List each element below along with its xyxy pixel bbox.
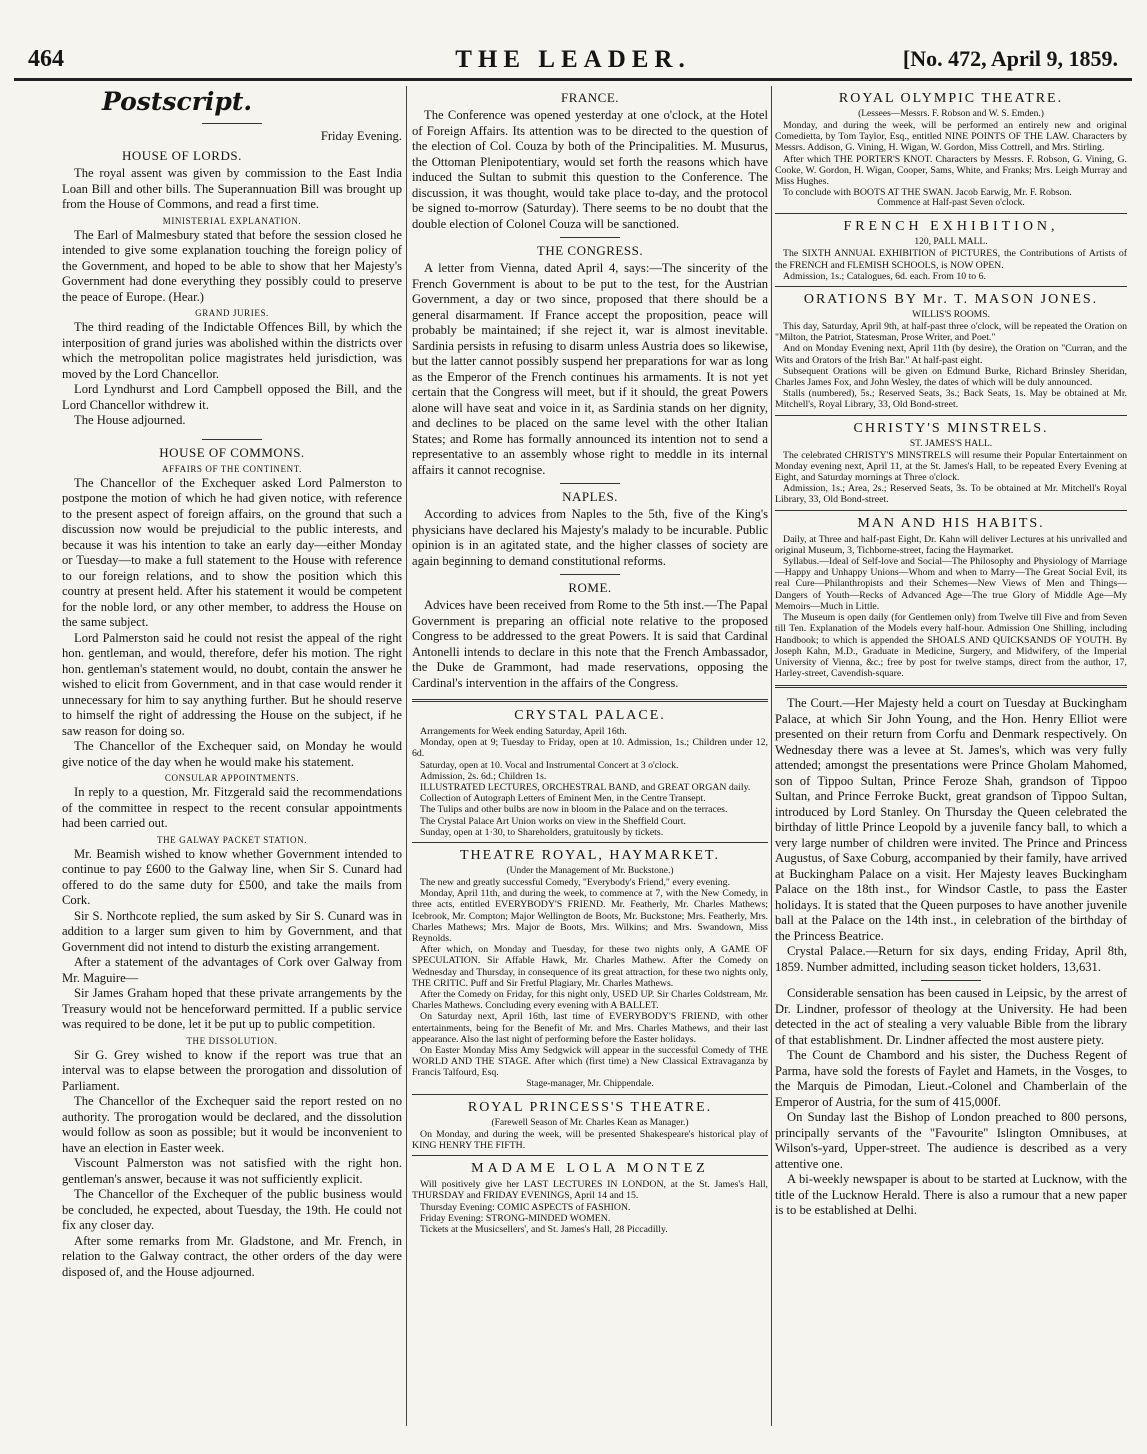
section-heading: HOUSE OF COMMONS.: [159, 444, 305, 460]
masthead-rule: [14, 78, 1132, 81]
column-divider: [771, 86, 772, 1426]
section-heading: THE CONGRESS.: [536, 243, 644, 258]
ad-subheading: 120, PALL MALL.: [914, 237, 988, 248]
paragraph: The Chancellor of the Exchequer asked Lord Palmerston to postpone the motion of which he had given notice, with reference to the present aspect of foreign affairs, on the ground that such a discussion now would be prejudicial to the public interests, and because it was his intention to take an early day—either Monday or Tuesday—to make a full statement to the House with reference to our foreign relations, and to show the position which this country at present held. After his statement it would be competent for the noble lord, or any other member, to address the House on the same subject.: [62, 475, 402, 629]
ad-text: After which THE PORTER'S KNOT. Characters by Messrs. F. Robson, G. Vining, G. Cooke, W. Gordon, H. Wigan, Cooper, Sams, White, and Franks; Mrs. Leigh Murray and Miss Hughes.: [775, 153, 1127, 188]
ad-text: Admission, 2s. 6d.; Children 1s.: [420, 770, 547, 782]
column-3: [775, 86, 1127, 1219]
ad-subheading: WILLIS'S ROOMS.: [912, 310, 990, 321]
divider: [560, 237, 620, 238]
ad-heading: THEATRE ROYAL, HAYMARKET.: [460, 848, 720, 864]
paragraph: Lord Palmerston said he could not resist the appeal of the right hon. gentleman, and would, therefore, defer his motion. The right hon. gentleman's statement would, no doubt, contain the answer he wished to elicit from Government, and in that case would render it unnecessary for him to say anything further. But he should reserve to himself the right of addressing the House on the subject, if he saw reason for doing so.: [62, 630, 402, 738]
ad-text: Monday, open at 9; Tuesday to Friday, open at 10. Admission, 1s.; Children under 12, 6d.: [412, 737, 768, 760]
divider: [412, 842, 768, 843]
paragraph: A letter from Vienna, dated April 4, says:—The sincerity of the French Government is about to be put to the test, for the Austrian Government, a day or two since, proposed that there should be a general disarmament. If France accept the proposition, peace will probably be maintained; if she reject it, war is almost inevitable. Sardinia persists in refusing to disarm unless Austria does so likewise, but the latter cannot possibly suspend her preparations for war as long as the Emperor of the French continues his armaments. It is not yet certain that the Congress will meet, but if it should, the great Powers alone will have seat and voice in it, as Sardinia stands on her dignity, and declines to be placed on the same level with the other Italian States; and Rome has formally announced its intention not to send a representative to an assembly whose right to meddle in its internal affairs it cannot recognise.: [412, 261, 768, 477]
ad-text: This day, Saturday, April 9th, at half-past three o'clock, will be repeated the Oration on "Milton, the Patriot, Statesman, Prose Writer, and Poet.": [775, 321, 1127, 344]
ad-text: The SIXTH ANNUAL EXHIBITION of PICTURES, the Contributions of Artists of the FRENCH and FLEMISH SCHOOLS, is NOW OPEN.: [775, 248, 1127, 271]
double-rule: [775, 685, 1127, 688]
ad-text: To conclude with BOOTS AT THE SWAN. Jacob Earwig, Mr. F. Robson.: [783, 187, 1072, 199]
ad-text: After which, on Monday and Tuesday, for these two nights only, A GAME OF SPECULATION. Sir Affable Hawk, Mr. Charles Mathew. After the Comedy on Wednesday and Thursday, in consequence of its great attraction, for these two nights only, THE CRITIC. Puff and Sir Fretful Plagiary, Mr. Charles Mathews.: [412, 944, 768, 989]
section-heading: ROME.: [568, 580, 612, 595]
divider: [775, 415, 1127, 416]
paragraph: Lord Lyndhurst and Lord Campbell opposed the Bill, and the Lord Chancellor withdrew it.: [62, 382, 402, 412]
ad-subheading: (Farewell Season of Mr. Charles Kean as Manager.): [491, 1117, 689, 1128]
paragraph: Advices have been received from Rome to the 5th inst.—The Papal Government is preparing an official note relative to the proposed Congress to be addressed to the great Powers. It is said that Cardinal Antonelli intends to declare in this note that the French Ambassador, the Duke de Grammont, had made reservations, opposing the Cardinal's intervention in the affairs of the Congress.: [412, 598, 768, 690]
ad-subheading: ST. JAMES'S HALL.: [909, 438, 993, 449]
paragraph: According to advices from Naples to the 5th, five of the King's physicians have declared his Majesty's malady to be incurable. Public opinion is in an agitated state, and the higher classes of society are again beginning to demand constitutional reforms.: [412, 507, 768, 568]
ad-text: The Crystal Palace Art Union works on view in the Sheffield Court.: [420, 815, 686, 827]
subheading: MINISTERIAL EXPLANATION.: [162, 215, 302, 226]
divider: [412, 1094, 768, 1095]
ad-subheading: (Lessees—Messrs. F. Robson and W. S. Emden.): [858, 109, 1044, 119]
masthead: [14, 46, 1132, 76]
ad-text: Admission, 1s.; Area, 2s.; Reserved Seats, 3s. To be obtained at Mr. Mitchell's Royal Library, 33, Old Bond-street.: [775, 483, 1127, 506]
paragraph: Sir S. Northcote replied, the sum asked by Sir S. Cunard was in addition to a larger sum given to him by Government, and that Government did not intend to disturb the existing arrangement.: [62, 908, 402, 954]
ad-text: ILLUSTRATED LECTURES, ORCHESTRAL BAND, and GREAT ORGAN daily.: [420, 782, 751, 794]
divider: [560, 483, 620, 484]
ad-text: Stalls (numbered), 5s.; Reserved Seats, 3s.; Back Seats, 1s. May be obtained at Mr. Mitchell's, Royal Library, 33, Old Bond-street.: [775, 388, 1127, 411]
ad-heading: ORATIONS BY Mr. T. MASON JONES.: [803, 292, 1099, 308]
paragraph: After some remarks from Mr. Gladstone, and Mr. French, in relation to the Galway contract, the other orders of the day were disposed of, and the House adjourned.: [62, 1233, 402, 1279]
ad-text: After the Comedy on Friday, for this night only, USED UP. Sir Charles Coldstream, Mr. Charles Mathews. Concluding every evening with A BALLET.: [412, 989, 768, 1012]
ad-text: Stage-manager, Mr. Chippendale.: [526, 1078, 654, 1089]
subheading: CONSULAR APPOINTMENTS.: [164, 773, 300, 783]
ad-text: Monday, April 11th, and during the week, to commence at 7, with the New Comedy, in three acts, entitled EVERYBODY'S FRIEND. Mr. Featherly, Mr. Charles Mathews; Icebrook, Mr. Compton; Major Wellington de Boots, Mr. Buckstone; Mrs. Featherly, Mrs. Charles Mathews; Mrs. Major de Boots, Mrs. Wilkins; and Mrs. Swandown, Miss Reynolds.: [412, 888, 768, 945]
ad-subheading: (Under the Management of Mr. Buckstone.): [506, 866, 674, 877]
paragraph: After a statement of the advantages of Cork over Galway from Mr. Maguire—: [62, 955, 402, 985]
paragraph: In reply to a question, Mr. Fitzgerald said the recommendations of the committee in respect to the recent consular appointments had been carried out.: [62, 785, 402, 830]
paragraph: Sir G. Grey wished to know if the report was true that an interval was to elapse between the prorogation and dissolution of Parliament.: [62, 1047, 402, 1093]
ad-text: The new and greatly successful Comedy, "Everybody's Friend," every evening.: [420, 877, 731, 889]
ad-text: Subsequent Orations will be given on Edmund Burke, Richard Brinsley Sheridan, Charles James Fox, and John Wesley, the dates of which will be duly announced.: [775, 365, 1127, 389]
ad-text: Tickets at the Musicsellers', and St. James's Hall, 28 Piccadilly.: [420, 1223, 668, 1235]
ad-text: And on Monday Evening next, April 11th (by desire), the Oration on "Curran, and the Wits and Orators of the Irish Bar." At half-past eight.: [775, 343, 1127, 366]
ad-text: Monday, and during the week, will be performed an entirely new and original Comedietta, by Tom Taylor, Esq., entitled NINE POINTS OF THE LAW. Characters by Messrs. Addison, G. Vining, H. Wigan, W. Gordon, Miss Cottrell, and Mrs. Stirling.: [775, 120, 1127, 154]
ad-text: Commence at Half-past Seven o'clock.: [877, 198, 1025, 209]
page-number: 464: [28, 46, 64, 72]
paragraph: Mr. Beamish wished to know whether Government intended to continue to pay £600 to the Galway line, when Sir S. Cunard had offered to do the same duty for £500, and take the mails from Cork.: [62, 846, 402, 907]
divider: [775, 510, 1127, 511]
ad-heading: CHRISTY'S MINSTRELS.: [853, 420, 1049, 436]
ad-text: On Easter Monday Miss Amy Sedgwick will appear in the successful Comedy of THE WORLD AND THE STAGE. After which (first time) a New Classical Extravaganza by Francis Talfourd, Esq.: [412, 1045, 768, 1079]
divider: [921, 980, 981, 981]
divider: [560, 574, 620, 575]
column-1: [62, 86, 402, 1280]
divider: [412, 1155, 768, 1156]
ad-heading: ROYAL OLYMPIC THEATRE.: [838, 91, 1064, 106]
paragraph: Viscount Palmerston was not satisfied with the right hon. gentleman's answer, because it was not sufficiently explicit.: [62, 1156, 402, 1186]
issue-info: [No. 472, April 9, 1859.: [902, 46, 1118, 71]
ad-text: Will positively give her LAST LECTURES IN LONDON, at the St. James's Hall, THURSDAY and FRIDAY EVENINGS, April 14 and 15.: [412, 1179, 768, 1202]
section-heading: HOUSE OF LORDS.: [122, 148, 242, 163]
paragraph: The Count de Chambord and his sister, the Duchess Regent of Parma, have sold the forests of Faylet and Hamets, in the Vosges, to the Marquis de Pimodan, Lieut.-Colonel and Chamberlain of the Emperor of Austria, for the sum of 415,000f.: [775, 1048, 1127, 1109]
section-heading: NAPLES.: [562, 489, 618, 504]
dateline: Friday Evening.: [320, 129, 402, 143]
divider: [202, 439, 262, 440]
paragraph: Crystal Palace.—Return for six days, ending Friday, April 8th, 1859. Number admitted, including season ticket holders, 13,631.: [775, 944, 1127, 974]
ad-text: Thursday Evening: COMIC ASPECTS of FASHION.: [420, 1201, 631, 1213]
ad-text: The Tulips and other bulbs are now in bloom in the Palace and on the terraces.: [420, 804, 728, 816]
paragraph: The Chancellor of the Exchequer of the public business would be concluded, he expected, about Tuesday, the 19th. He could not fix any closer day.: [62, 1187, 402, 1232]
divider: [775, 213, 1127, 214]
ad-text: Arrangements for Week ending Saturday, April 16th.: [420, 726, 627, 737]
ad-text: The celebrated CHRISTY'S MINSTRELS will resume their Popular Entertainment on Monday evening next, April 11, at the St. James's Hall, to be repeated Every Evening at Eight, and Saturday mornings at Three o'clock.: [775, 449, 1127, 484]
column-divider: [406, 86, 407, 1426]
ad-text: Admission, 1s.; Catalogues, 6d. each. From 10 to 6.: [783, 270, 986, 282]
paragraph: The House adjourned.: [74, 413, 186, 427]
ad-heading: ROYAL PRINCESS'S THEATRE.: [467, 1099, 713, 1115]
paragraph: The Chancellor of the Exchequer said, on Monday he would give notice of the day when he would make his statement.: [62, 739, 402, 769]
ad-text: Collection of Autograph Letters of Eminent Men, in the Centre Transept.: [420, 793, 706, 805]
paragraph: The Chancellor of the Exchequer said the report rested on no authority. The prorogation would be declared, and the dissolution would follow as soon as possible; but it would be inconvenient to have an election in Easter week.: [62, 1094, 402, 1155]
ad-text: On Saturday next, April 16th, last time of EVERYBODY'S FRIEND, with other entertainments, being for the Benefit of Mr. and Mrs. Charles Mathews, and their last appearance. Also the last night of performing before the Easter holidays.: [412, 1011, 768, 1045]
divider: [202, 123, 262, 124]
ad-text: Daily, at Three and half-past Eight, Dr. Kahn will deliver Lectures at his unrivalled and original Museum, 3, Tichborne-street, facing the Haymarket.: [775, 533, 1127, 556]
newspaper-title: THE LEADER.: [455, 46, 691, 73]
paragraph: The royal assent was given by commission to the East India Loan Bill and other bills. The Superannuation Bill was brought up from the House of Commons, and read a first time.: [62, 166, 402, 211]
ad-text: Syllabus.—Ideal of Self-love and Social—The Philosophy and Physiology of Marriage—Happy and Unhappy Unions—Whom and when to Marry—The Great Social Evil, its real Cure—Philanthropists and their Schemes—New Views of Men and Things—Dangers of Youth—Recks of Advanced Age—The true Glory of Middle Age—My Memoirs—Much in Little.: [775, 556, 1127, 612]
ad-heading: CRYSTAL PALACE.: [514, 708, 666, 723]
ad-heading: MADAME LOLA MONTEZ: [471, 1161, 709, 1177]
postscript-heading: Postscript.: [102, 87, 253, 116]
paragraph: The Earl of Malmesbury stated that before the session closed he intended to give some explanation touching the foreign policy of the Government, and hoped to be able to show that her Majesty's Government had done everything they possibly could to preserve the peace of Europe. (Hear.): [62, 227, 402, 304]
paragraph: Considerable sensation has been caused in Leipsic, by the arrest of Dr. Lindner, professor of theology at the University. He had been detected in the act of stealing a very valuable Bible from the library of that establishment. Dr. Lindner affected the most austere piety.: [775, 986, 1127, 1047]
subheading: THE GALWAY PACKET STATION.: [156, 834, 308, 845]
column-2: [412, 86, 768, 1235]
ad-text: Friday Evening: STRONG-MINDED WOMEN.: [420, 1212, 611, 1224]
paragraph: On Sunday last the Bishop of London preached to 800 persons, principally servants of the "Favourite" Islington Omnibuses, at Wilson's-yard, Upper-street. The audience is described as a very attentive one.: [775, 1110, 1127, 1171]
section-heading: FRANCE.: [560, 90, 620, 105]
ad-text: Sunday, open at 1·30, to Shareholders, gratuitously by tickets.: [420, 826, 664, 838]
subheading: GRAND JURIES.: [195, 308, 269, 318]
subheading: THE DISSOLUTION.: [186, 1035, 278, 1046]
ad-heading: FRENCH EXHIBITION,: [843, 219, 1059, 235]
paragraph: Sir James Graham hoped that these private arrangements by the Treasury would not be henceforward permitted. If a public service was required to be done, let it be put up to public competition.: [62, 986, 402, 1031]
double-rule: [412, 699, 768, 702]
paragraph: The third reading of the Indictable Offences Bill, by which the interposition of grand juries was abolished within the districts over which the metropolitan police magistrates held jurisdiction, was moved by the Lord Chancellor.: [62, 320, 402, 381]
ad-text: On Monday, and during the week, will be presented Shakespeare's historical play of KING HENRY THE FIFTH.: [412, 1128, 768, 1151]
divider: [775, 286, 1127, 287]
paragraph: The Conference was opened yesterday at one o'clock, at the Hotel of Foreign Affairs. Its attention was to be directed to the question of the election of Col. Couza by both of the Principalities. M. Musurus, the Ottoman Plenipotentiary, would set forth the reasons which have induced the Sultan to submit this question to the Conference. The discussion, it was thought, would take place to-day, and the protocol be signed to-morrow (Saturday). There seems to be no doubt that the double election of Colonel Couza will be sanctioned.: [412, 108, 768, 231]
ad-heading: MAN AND HIS HABITS.: [857, 515, 1045, 531]
paragraph: The Court.—Her Majesty held a court on Tuesday at Buckingham Palace, at which Sir John Young, and the Hon. Henry Elliot were presented on their return from Corfu and Denmark respectively. On Wednesday there was a levee at St. James's, which was very fully attended; amongst the presentations were Prince Gholam Mahomed, son of Tippoo Sultan, Prince Feroze Shah, grandson of Tippoo Sultan, and Prince Ferroke Buckt, great grandson of Tippoo Sultan, introduced by Lord Stanley. On Thursday the Queen celebrated the birthday of little Prince Leopold by a juvenile fancy ball, to which a very large number of children were invited. The Prince and Princess Augustus, of Saxe Coburg, accompanied by their family, have arrived at Buckingham Palace on a visit. Her Majesty leaves Buckingham Palace on the 18th inst., for Windsor Castle, to pass the Easter holidays. It is stated that the Queen purposes to have another juvenile ball at the Palace on the 14th inst., in celebration of the birthday of the Princess Beatrice.: [775, 696, 1127, 943]
subheading: AFFAIRS OF THE CONTINENT.: [161, 463, 302, 474]
ad-text: Saturday, open at 10. Vocal and Instrumental Concert at 3 o'clock.: [420, 759, 679, 771]
paragraph: A bi-weekly newspaper is about to be started at Lucknow, with the title of the Lucknow Herald. There is also a rumour that a new paper is to be established at Delhi.: [775, 1172, 1127, 1218]
ad-text: The Museum is open daily (for Gentlemen only) from Twelve till Five and from Seven till Ten. Explanation of the Models every half-hour. Admission One Shilling, including Handbook; to which is appended the SHOALS AND QUICKSANDS OF YOUTH. By Joseph Kahn, M.D., Graduate in Medicine, Surgery, and Midwifery, of the Imperial University of Vienna, &c.; free by post for twelve stamps, direct from the author, 17, Harley-street, Cavendish-square.: [775, 612, 1127, 680]
